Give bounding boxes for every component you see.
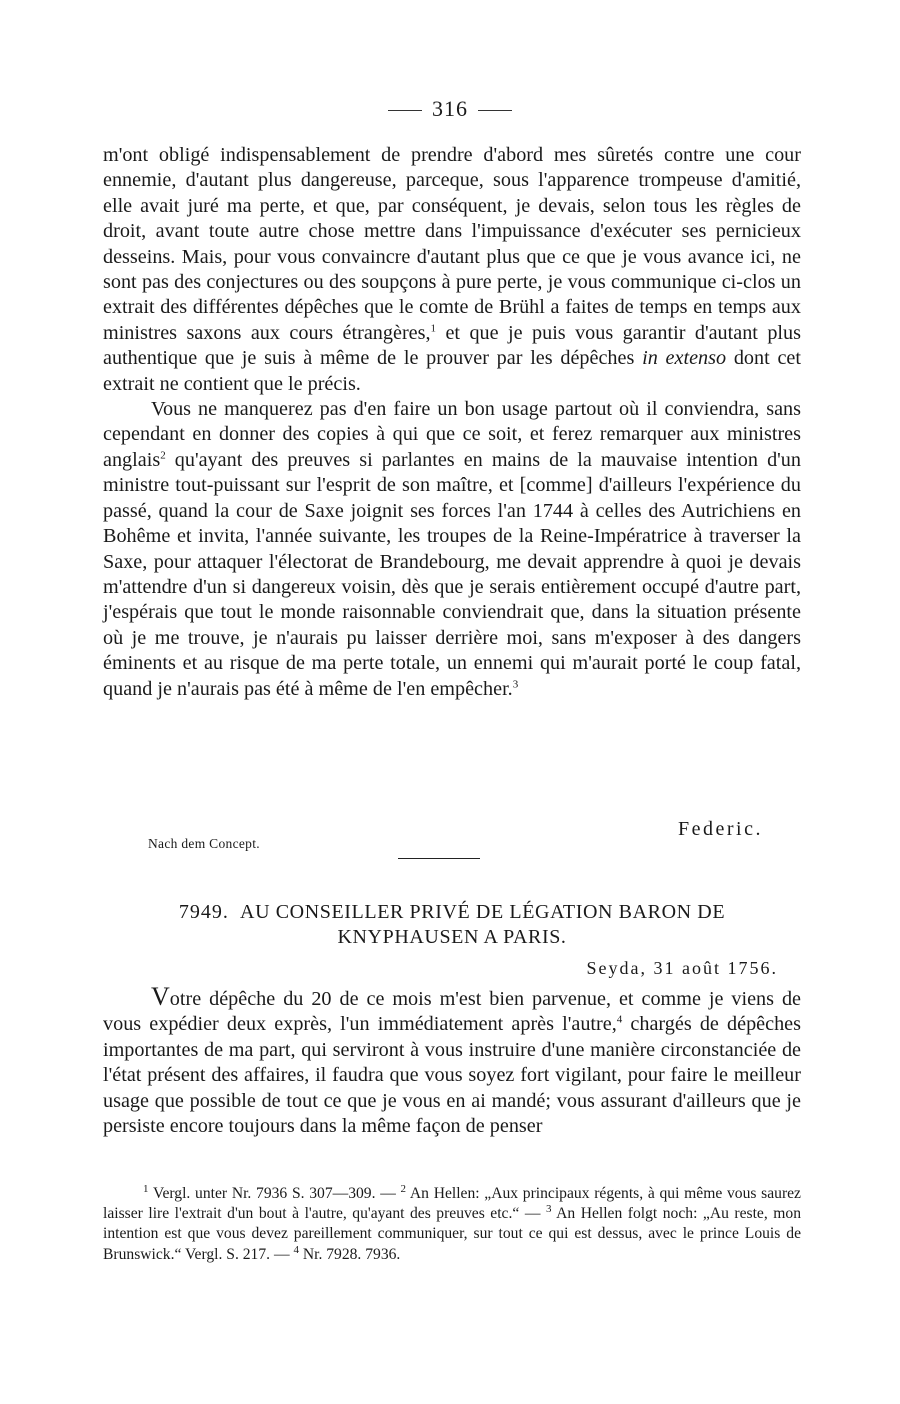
footnotes — [103, 1184, 801, 1265]
letter-heading-text-1: AU CONSEILLER PRIVÉ DE LÉGATION BARON DE — [240, 901, 726, 923]
footnote-ref-3: 3 — [512, 677, 519, 690]
letter-text-a: otre dépêche du 20 de ce mois m'est bien parvenue, et comme je viens de vous expédier deux exprès, l'un immédiatement après l'autre, — [103, 988, 801, 1036]
footnote-ref-2: 2 — [160, 449, 166, 462]
footnote-text-3: An Hellen folgt noch: „Au reste, mon intention est que vous devez pareillement communiquer, sur tout ce qui est dessus, avec le prince Louis de Brunswick.“ Vergl. S. 217. — — [103, 1205, 802, 1263]
letter-continuation — [103, 143, 801, 702]
page-number-dash-left — [388, 110, 422, 111]
page-number-text: 316 — [432, 96, 468, 121]
footnote-text-2: An Hellen: „Aux principaux régents, à qui même vous saurez laisser lire l'extrait d'un bout à l'autre, qu'ayant des preuves etc.“ — — [103, 1185, 801, 1223]
page-number-dash-right — [478, 110, 512, 111]
source-note: Nach dem Concept. — [148, 836, 260, 851]
continuation-text-c: dont cet extrait ne contient que le précis. — [103, 347, 801, 395]
footnotes-paragraph — [103, 1184, 801, 1265]
continuation-p2-text-a: Vous ne manquerez pas d'en faire un bon usage partout où il conviendra, sans cependant en donner des copies à qui que ce soit, et ferez remarquer aux ministres anglais — [103, 398, 801, 471]
letter-number: 7949. — [178, 901, 229, 923]
continuation-paragraph-2 — [103, 397, 801, 702]
section-divider — [398, 858, 480, 859]
footnote-text-4: Nr. 7928. 7936. — [298, 1245, 401, 1263]
letter-paragraph-1 — [103, 984, 801, 1139]
footnote-number-2: 2 — [400, 1182, 407, 1195]
letter-text-b: chargés de dépêches importantes de ma part, qui serviront à vous instruire d'une manière circonstanciée de l'état présent des affaires, il faudra que vous soyez fort vigilant, pour faire le meilleur usage que possible de tout ce que je vous en ai mandé; vous assurant d'ailleurs que je persiste encore toujours dans la même façon de penser — [103, 1013, 801, 1138]
signature: Federic. — [678, 818, 763, 840]
footnote-ref-1: 1 — [430, 322, 437, 335]
page-number — [0, 96, 900, 122]
letter-heading-line-2: KNYPHAUSEN A PARIS. — [337, 926, 567, 948]
letter-body — [103, 984, 801, 1139]
continuation-text-b: et que je puis vous garantir d'autant plus authentique que je suis à même de le prouver par les dépêches — [103, 321, 801, 370]
letter-heading — [103, 900, 801, 950]
footnote-number-3: 3 — [545, 1203, 552, 1216]
continuation-p2-text-b: qu'ayant des preuves si parlantes en mains de la mauvaise intention d'un ministre tout-puissant sur l'esprit de son maître, et [comme] d'ailleurs l'expérience du passé, quand la cour de Saxe joignit ses forces l'an 1744 à celles des Autrichiens en Bohême et invita, l'année suivante, les troupes de la Reine-Impératrice à traverser la Saxe, pour attaquer l'électorat de Brandebourg, me devait apprendre à quoi je devais m'attendre d'un si dangereux voisin, dès que je serais entièrement occupé d'autre part, j'espérais que tout le monde raisonnable conviendrait que, dans la situation présente où je me trouve, je n'aurais pu laisser derrière moi, sans m'exposer à des dangers éminents et au risque de ma perte totale, un ennemi qui m'aurait porté le coup fatal, quand je n'aurais pas été à même de l'en empêcher. — [103, 448, 801, 700]
letter-heading-line-1 — [103, 900, 801, 925]
continuation-text-a: m'ont obligé indispensablement de prendre d'abord mes sûretés contre une cour ennemie, d'autant plus dangereuse, parceque, sous l'apparence trompeuse d'amitié, elle avait juré ma perte, et que, par conséquent, je devais, selon tous les règles de droit, avant toute autre chose mettre dans l'impuissance d'exécuter ses pernicieux desseins. Mais, pour vous convaincre d'autant plus que ce que je vous avance ici, ne sont pas des conjectures ou des soupçons à pure perte, je vous communique ci-clos un extrait des différentes dépêches que le comte de Brühl a faites de temps en temps aux ministres saxons aux cours étrangères, — [103, 144, 801, 344]
continuation-paragraph-1 — [103, 143, 801, 397]
footnote-ref-4: 4 — [616, 1013, 623, 1026]
footnote-text-1: Vergl. unter Nr. 7936 S. 307—309. — — [148, 1185, 401, 1202]
footnote-number-4: 4 — [293, 1243, 299, 1256]
dateline: Seyda, 31 août 1756. — [586, 958, 778, 978]
letter-dropcap: V — [151, 982, 170, 1011]
footnote-number-1: 1 — [143, 1182, 149, 1195]
continuation-italic: in extenso — [642, 347, 727, 370]
